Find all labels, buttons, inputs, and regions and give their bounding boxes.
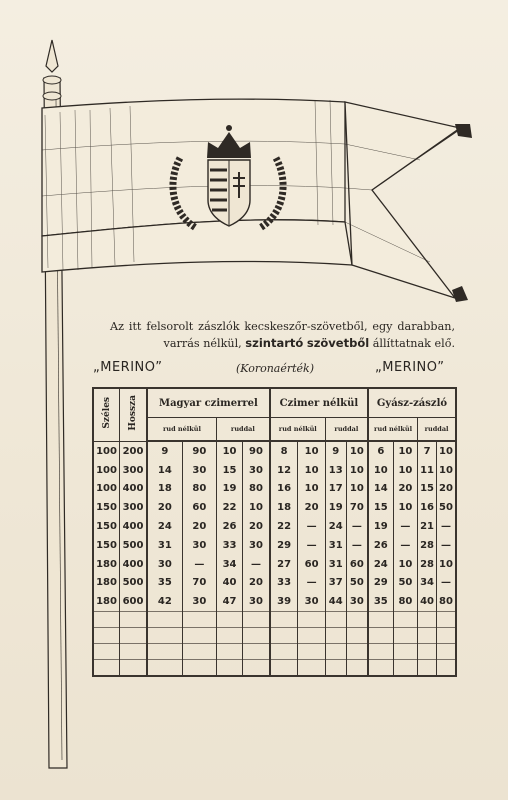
subheader-without-pole: rud nélkül [368,418,418,442]
cell-price: 9 [147,441,182,461]
currency-note: (Koronaérték) [236,362,315,375]
empty-cell [270,660,298,677]
cell-price: 60 [298,555,325,574]
empty-row [93,628,456,644]
empty-cell [93,628,120,644]
cell-price: 10 [346,461,368,480]
table-row [93,574,456,593]
cell-price: 90 [243,441,270,461]
cell-price: 20 [243,517,270,536]
cell-price: 10 [298,461,325,480]
cell-price: 31 [325,555,346,574]
cell-price: 29 [270,536,298,555]
empty-cell [216,612,242,628]
cell-price: 15 [216,461,242,480]
cell-price: 33 [216,536,242,555]
empty-cell [325,628,346,644]
cell-price: 80 [182,480,216,499]
empty-cell [368,644,393,660]
empty-cell [418,612,437,628]
empty-cell [393,612,417,628]
empty-cell [418,628,437,644]
cell-price: 80 [436,592,456,611]
empty-cell [120,660,148,677]
cell-price: 31 [325,536,346,555]
intro-part2: állíttatnak elő. [372,337,455,350]
cell-price: 50 [436,498,456,517]
cell-price: 10 [298,480,325,499]
empty-cell [216,628,242,644]
cell-price: — [346,536,368,555]
empty-cell [393,628,417,644]
empty-row [93,644,456,660]
cell-length: 600 [120,592,148,611]
empty-cell [270,612,298,628]
cell-price: 35 [147,574,182,593]
cell-price: 15 [368,498,393,517]
flag-cloth [42,99,460,298]
intro-part1: Az itt felsorolt zászlók kecskeszőr-szövetből, egy darabban, varrás nélkül, [110,320,455,350]
col-length-header: Hossza [120,388,148,441]
empty-cell [147,628,182,644]
group-header-czimer: Czimer nélkül [270,388,368,418]
subheader-row [93,418,456,442]
flag-pole-finial [46,40,58,72]
cell-price: 16 [270,480,298,499]
empty-row [93,660,456,677]
cell-length: 400 [120,555,148,574]
cell-price: 20 [393,480,417,499]
tassel-icon [455,124,472,138]
cell-price: 10 [243,498,270,517]
empty-cell [93,660,120,677]
cell-price: 28 [418,555,437,574]
brand-left: „MERINO” [93,360,163,375]
empty-cell [436,628,456,644]
empty-cell [93,644,120,660]
cell-price: 10 [368,461,393,480]
empty-row [93,612,456,628]
cell-price: 10 [393,555,417,574]
cell-price: 42 [147,592,182,611]
empty-cell [120,628,148,644]
cell-price: 6 [368,441,393,461]
cell-price: 24 [368,555,393,574]
cell-price: 20 [182,517,216,536]
table-row [93,517,456,536]
table-row [93,461,456,480]
table-row [93,498,456,517]
cell-price: 39 [270,592,298,611]
cell-price: 35 [368,592,393,611]
cell-length: 400 [120,480,148,499]
cell-price: 19 [325,498,346,517]
cell-price: 34 [216,555,242,574]
cell-price: 90 [182,441,216,461]
cell-price: 37 [325,574,346,593]
empty-cell [93,612,120,628]
cell-price: 17 [325,480,346,499]
cell-price: 24 [325,517,346,536]
empty-cell [298,644,325,660]
cell-width: 150 [93,517,120,536]
cell-price: 50 [346,574,368,593]
empty-cell [120,644,148,660]
empty-cell [436,660,456,677]
cell-price: 10 [436,555,456,574]
cell-price: 70 [182,574,216,593]
cell-price: 24 [147,517,182,536]
cell-price: 18 [147,480,182,499]
cell-price: 13 [325,461,346,480]
cell-price: 31 [147,536,182,555]
cell-price: 10 [436,461,456,480]
subheader-with-pole: ruddal [325,418,368,442]
empty-cell [216,660,242,677]
subheader-without-pole: rud nélkül [270,418,325,442]
intro-text [110,318,455,352]
cell-price: — [346,517,368,536]
empty-cell [182,628,216,644]
empty-cell [298,612,325,628]
cell-price: — [298,517,325,536]
group-header-gyasz: Gyász-zászló [368,388,456,418]
empty-cell [270,644,298,660]
empty-cell [270,628,298,644]
cell-length: 500 [120,574,148,593]
empty-cell [147,612,182,628]
cell-price: 10 [346,441,368,461]
empty-cell [182,660,216,677]
cell-price: 10 [393,461,417,480]
empty-cell [298,628,325,644]
cell-price: 20 [243,574,270,593]
cell-price: — [243,555,270,574]
cell-price: 34 [418,574,437,593]
cell-price: 30 [243,461,270,480]
empty-cell [147,644,182,660]
empty-cell [120,612,148,628]
cell-width: 100 [93,480,120,499]
cell-width: 180 [93,574,120,593]
empty-cell [436,644,456,660]
cell-price: — [393,517,417,536]
cell-price: 15 [418,480,437,499]
cell-price: 20 [298,498,325,517]
cell-price: 40 [216,574,242,593]
cell-price: 60 [182,498,216,517]
cell-price: — [182,555,216,574]
cell-width: 100 [93,441,120,461]
cell-price: 12 [270,461,298,480]
empty-cell [393,644,417,660]
cell-price: 10 [393,498,417,517]
cell-price: 19 [216,480,242,499]
cell-price: 40 [418,592,437,611]
table-row [93,441,456,461]
empty-cell [368,628,393,644]
cell-price: 10 [393,441,417,461]
subheader-with-pole: ruddal [418,418,456,442]
empty-cell [182,644,216,660]
price-table [92,387,457,677]
empty-cell [298,660,325,677]
cell-width: 180 [93,592,120,611]
group-header-magyar: Magyar czimerrel [147,388,270,418]
cell-price: 30 [346,592,368,611]
cell-price: 80 [393,592,417,611]
cell-price: 10 [436,441,456,461]
cell-price: 70 [346,498,368,517]
cell-price: 33 [270,574,298,593]
cell-price: — [298,574,325,593]
table-row [93,592,456,611]
cell-length: 200 [120,441,148,461]
cell-width: 180 [93,555,120,574]
cell-length: 500 [120,536,148,555]
empty-cell [325,644,346,660]
cell-price: 30 [298,592,325,611]
cell-price: 10 [298,441,325,461]
empty-cell [216,644,242,660]
cell-price: 29 [368,574,393,593]
cell-price: 20 [147,498,182,517]
empty-cell [368,612,393,628]
brand-right: „MERINO” [375,360,445,375]
cell-length: 300 [120,461,148,480]
subheader-without-pole: rud nélkül [147,418,216,442]
cell-price: 21 [418,517,437,536]
empty-cell [325,660,346,677]
cell-price: 44 [325,592,346,611]
empty-cell [243,660,270,677]
empty-cell [436,612,456,628]
cell-width: 150 [93,536,120,555]
cell-price: — [436,536,456,555]
empty-cell [182,612,216,628]
intro-bold-2: szövetből [306,336,370,350]
cell-price: — [436,574,456,593]
empty-cell [368,660,393,677]
table-row [93,480,456,499]
subheader-with-pole: ruddal [216,418,269,442]
empty-cell [346,660,368,677]
table-row [93,555,456,574]
cell-price: 50 [393,574,417,593]
cell-price: 30 [182,536,216,555]
cell-length: 300 [120,498,148,517]
cell-price: 14 [368,480,393,499]
cell-price: 26 [216,517,242,536]
empty-cell [346,644,368,660]
cell-price: 27 [270,555,298,574]
empty-cell [418,660,437,677]
cell-price: 7 [418,441,437,461]
cell-price: 19 [368,517,393,536]
cell-price: 10 [216,441,242,461]
cell-price: 14 [147,461,182,480]
cell-price: 28 [418,536,437,555]
cell-price: 30 [147,555,182,574]
empty-cell [346,612,368,628]
cell-price: 18 [270,498,298,517]
cell-price: 26 [368,536,393,555]
empty-cell [393,660,417,677]
empty-cell [147,660,182,677]
intro-bold-1: szintartó [245,336,304,350]
cell-width: 150 [93,498,120,517]
cell-price: 8 [270,441,298,461]
cell-price: 30 [243,536,270,555]
cell-width: 100 [93,461,120,480]
empty-cell [243,612,270,628]
empty-cell [346,628,368,644]
cell-price: — [436,517,456,536]
cell-price: 30 [182,592,216,611]
cell-price: 10 [346,480,368,499]
empty-cell [243,628,270,644]
cell-price: — [393,536,417,555]
cell-price: 20 [436,480,456,499]
cell-price: 9 [325,441,346,461]
price-table-body [93,441,456,676]
empty-cell [418,644,437,660]
cell-price: — [298,536,325,555]
col-width-header: Széles [93,388,120,441]
cell-price: 47 [216,592,242,611]
cell-price: 80 [243,480,270,499]
cell-price: 60 [346,555,368,574]
cell-price: 16 [418,498,437,517]
cell-length: 400 [120,517,148,536]
empty-cell [243,644,270,660]
cell-price: 30 [182,461,216,480]
cell-price: 22 [216,498,242,517]
table-row [93,536,456,555]
cell-price: 22 [270,517,298,536]
cell-price: 11 [418,461,437,480]
empty-cell [325,612,346,628]
cell-price: 30 [243,592,270,611]
